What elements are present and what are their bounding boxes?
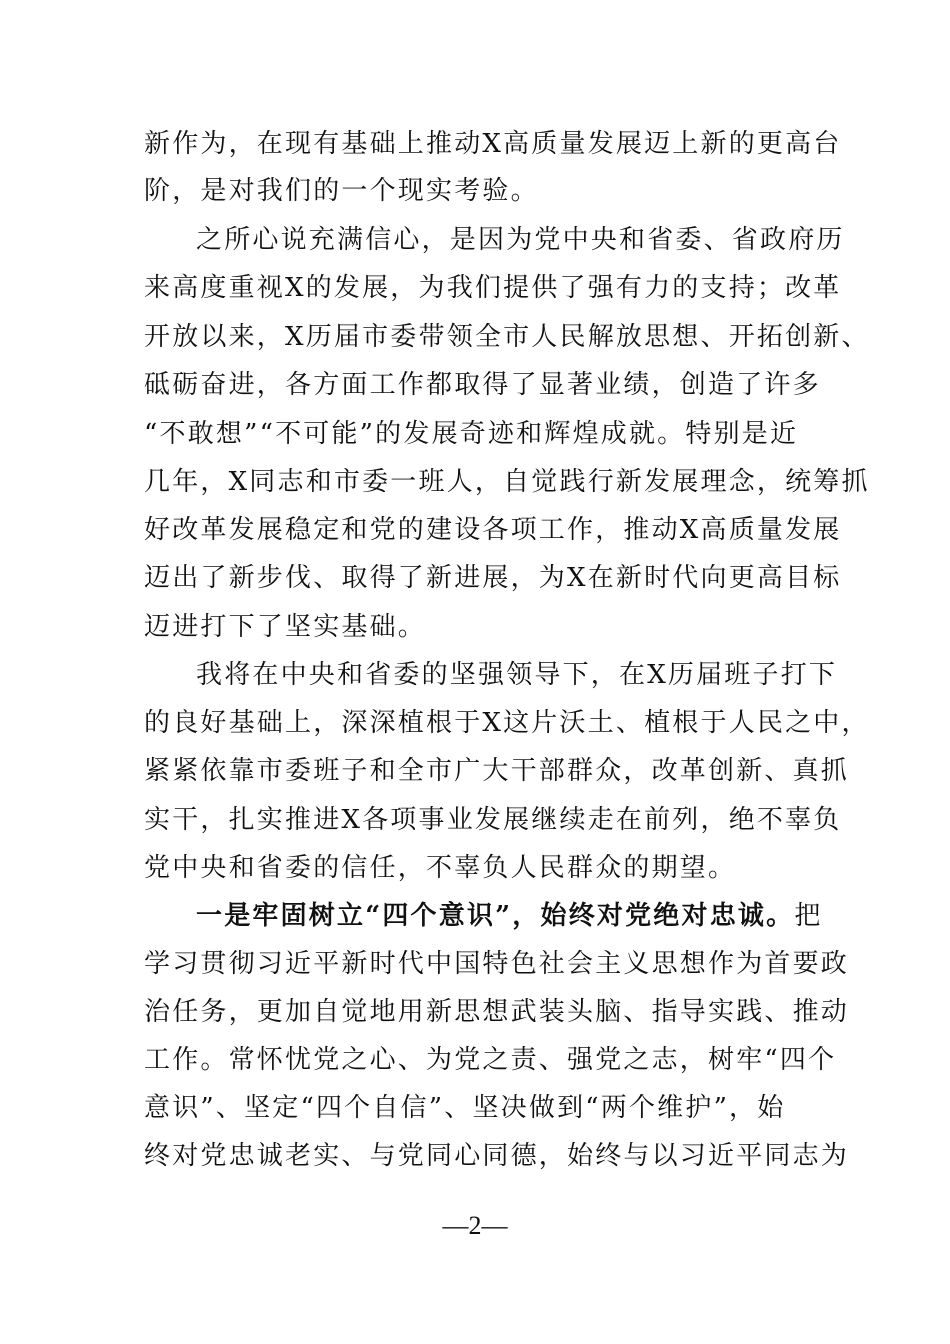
text-line: 开放以来，X历届市委带领全市人民解放思想、开拓创新、: [144, 322, 870, 352]
text-line: 之所心说充满信心，是因为党中央和省委、省政府历: [196, 225, 845, 255]
text-line: 阶，是对我们的一个现实考验。: [144, 176, 539, 206]
text-line: 党中央和省委的信任，不辜负人民群众的期望。: [144, 853, 737, 883]
text-line: 工作。常怀忧党之心、为党之责、强党之志，树牢“四个: [144, 1045, 837, 1075]
heading-continuation: 把: [794, 901, 823, 931]
page-number: —2—: [442, 1211, 508, 1240]
text-line: 我将在中央和省委的坚强领导下，在X历届班子打下: [196, 660, 838, 690]
text-line: 学习贯彻习近平新时代中国特色社会主义思想作为首要政: [144, 949, 850, 979]
text-line: “不敢想”“不可能”的发展奇迹和辉煌成就。特别是近: [144, 419, 799, 449]
text-line: 治任务，更加自觉地用新思想武装头脑、指导实践、推动: [144, 997, 850, 1027]
text-line: 几年，X同志和市委一班人，自觉践行新发展理念，统筹抓: [144, 467, 870, 497]
text-line: 的良好基础上，深深植根于X这片沃土、植根于人民之中，: [144, 708, 870, 738]
text-line: 好改革发展稳定和党的建设各项工作，推动X高质量发展: [144, 515, 842, 545]
heading-line: [196, 900, 823, 932]
text-line: 紧紧依靠市委班子和全市广大干部群众，改革创新、真抓: [144, 756, 850, 786]
text-line: 砥砺奋进，各方面工作都取得了显著业绩，创造了许多: [144, 370, 821, 400]
text-line: 终对党忠诚老实、与党同心同德，始终与以习近平同志为: [144, 1141, 850, 1171]
text-line: 迈出了新步伐、取得了新进展，为X在新时代向更高目标: [144, 563, 842, 593]
section-heading: 一是牢固树立“四个意识”，始终对党绝对忠诚。: [196, 901, 795, 931]
text-line: 迈进打下了坚实基础。: [144, 612, 427, 642]
text-line: 新作为，在现有基础上推动X高质量发展迈上新的更高台: [144, 129, 842, 159]
text-line: 意识”、坚定“四个自信”、坚决做到“两个维护”，始: [144, 1093, 786, 1123]
text-line: 来高度重视X的发展，为我们提供了强有力的支持；改革: [144, 273, 842, 303]
text-line: 实干，扎实推进X各项事业发展继续走在前列，绝不辜负: [144, 805, 842, 835]
